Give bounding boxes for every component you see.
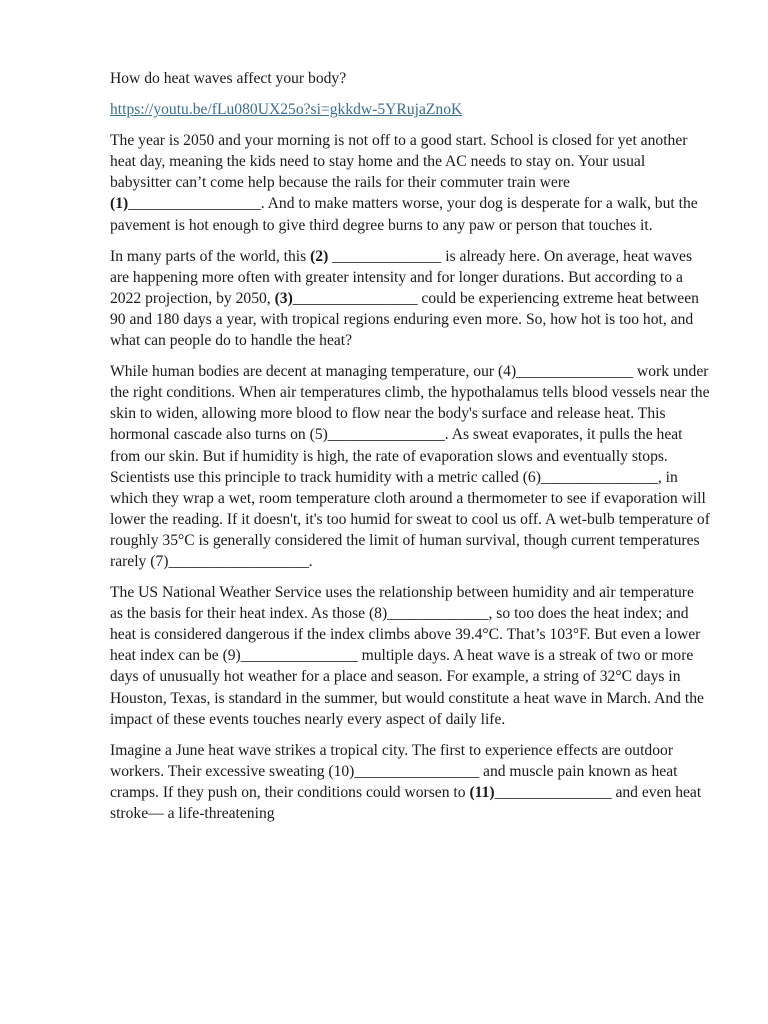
- paragraph-text: ______________ is already here. On average, heat waves are happening more often with greater intensity and for longer durations. But according to a 2022 projection, by 2050,: [110, 247, 693, 307]
- paragraph-text: While human bodies are decent at managing temperature, our (4)_______________ work under the right conditions. When air temperatures climb, the hypothalamus tells blood vessels near the skin to widen, allowing more blood to flow near the body's surface and release heat. This hormonal cascade also turns on (5)_______________. As sweat evaporates, it pulls the heat from our skin. But if humidity is high, the rate of evaporation slows and eventually stops. Scientists use this principle to track humidity with a metric called (6)_______________, in which they wrap a wet, room temperature cloth around a thermometer to see if evaporation will lower the reading. If it doesn't, it's too humid for sweat to cool us off. A wet-bulb temperature of roughly 35°C is generally considered the limit of human survival, though current temperatures rarely (7)__________________.: [110, 363, 710, 570]
- document-page: [110, 68, 710, 834]
- paragraph-2: [110, 246, 710, 351]
- paragraph-5: [110, 740, 710, 824]
- blank-number: (11): [469, 783, 495, 801]
- document-body: [110, 130, 710, 824]
- video-link[interactable]: https://youtu.be/fLu080UX25o?si=gkkdw-5YRujaZnoK: [110, 101, 463, 119]
- blank-number: (3): [274, 289, 293, 307]
- paragraph-3: [110, 361, 710, 572]
- paragraph-text: Imagine a June heat wave strikes a tropical city. The first to experience effects are outdoor workers. Their excessive sweating (10)________________ and muscle pain known as heat cramps. If they push on, their conditions could worsen to: [110, 741, 678, 801]
- paragraph-text: The year is 2050 and your morning is not off to a good start. School is closed for yet another heat day, meaning the kids need to stay home and the AC needs to stay on. Your usual babysitter can’t come help because the rails for their commuter train were: [110, 132, 688, 192]
- blank-number: (2): [310, 247, 329, 265]
- paragraph-text: _______________ and even heat stroke— a life-threatening: [110, 783, 702, 822]
- paragraph-1: [110, 130, 710, 235]
- blank-number: (1): [110, 195, 129, 213]
- paragraph-text: _________________. And to make matters worse, your dog is desperate for a walk, but the pavement is hot enough to give third degree burns to any paw or person that touches it.: [110, 195, 698, 234]
- paragraph-text: In many parts of the world, this: [110, 247, 311, 265]
- paragraph-text: ________________ could be experiencing extreme heat between 90 and 180 days a year, with tropical regions enduring even more. So, how hot is too hot, and what can people do to handle the heat?: [110, 289, 699, 350]
- document-heading: How do heat waves affect your body?: [110, 70, 347, 87]
- paragraph-4: [110, 582, 710, 730]
- paragraph-text: The US National Weather Service uses the relationship between humidity and air temperature as the basis for their heat index. As those (8)_____________, so too does the heat index; and heat is considered dangerous if the index climbs above 39.4°C. That’s 103°F. But even a lower heat index can be (9)_______________ multiple days. A heat wave is a streak of two or more days of unusually hot weather for a place and season. For example, a string of 32°C days in Houston, Texas, is standard in the summer, but would constitute a heat wave in March. And the impact of these events touches nearly every aspect of daily life.: [110, 584, 704, 728]
